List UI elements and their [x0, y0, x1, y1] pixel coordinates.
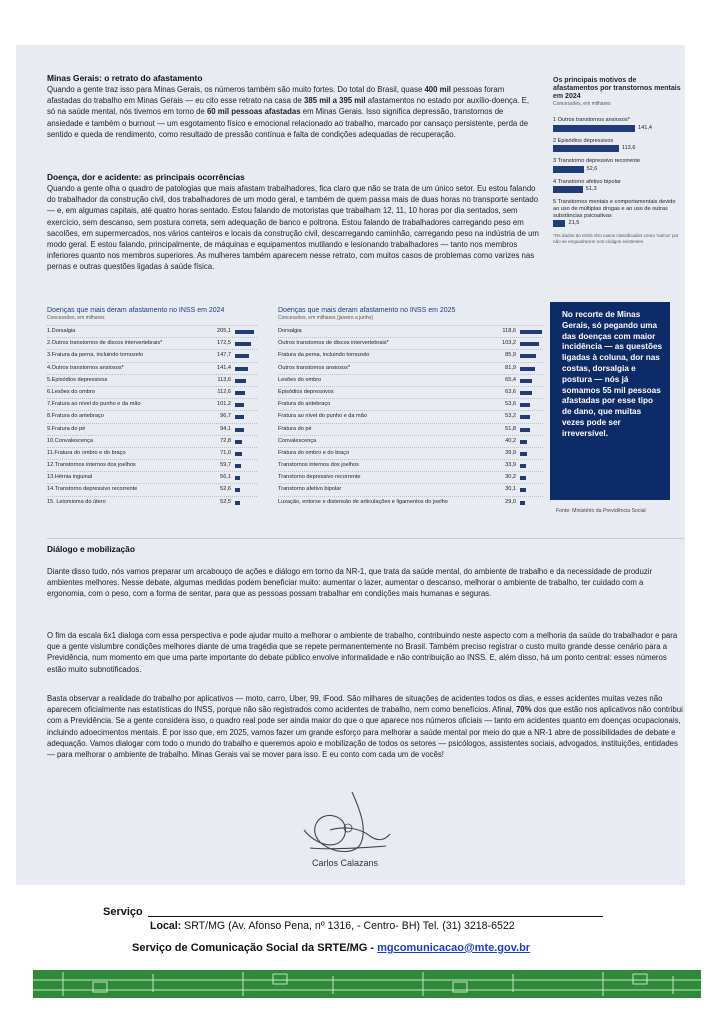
chart-item-label: 4 Transtorno afetivo bipolar — [553, 178, 621, 185]
table-row-bar — [520, 415, 530, 419]
section3-heading: Diálogo e mobilização — [47, 544, 135, 554]
section3-paragraph-3: Basta observar a realidade do trabalho por aplicativos — moto, carro, Uber, 99, iFood. São milhares de situações de acidentes todos os dias, e esses acidentes muitas vezes não aparecem oficialmente nas estatísticas do INSS, porque não são registrados como acidentes de trabalho, nem como benefícios. Afinal, 70% dos que estão nos aplicativos não contribui com a Previdência. Se a gente considera isso, o quadro real pode ser ainda maior do que o que aparece nos números oficiais — tanto em acidentes quanto em doenças ocupacionais, incluindo adoecimentos mentais. É por isso que, em 2025, vamos fazer um grande esforço para melhorar a saúde mental por meio do que a NR-1 abre de possibilidades de debate e adequação. Vamos dialogar com todo o mundo do trabalho e queremos apoio e mobilização de todos os setores — psicólogos, assistentes sociais, advogados, instituições, entidades — para melhorar o ambiente de trabalho. Minas Gerais vai se mover para isso. E eu conto com cada um de vocês! — [47, 694, 683, 760]
table-row-bar — [235, 464, 241, 468]
table-row-value: 39,9 — [505, 449, 516, 456]
table-row-label: Luxação, entorse e distensão de articulações e ligamentos do joelho — [278, 498, 448, 505]
table-row-value: 103,2 — [502, 340, 516, 347]
table-row — [47, 349, 257, 361]
table-row-label: 12.Transtornos internos dos joelhos — [47, 462, 136, 469]
chart-bar — [553, 220, 565, 227]
table-row — [278, 362, 543, 374]
table-row — [278, 447, 543, 459]
table-row-bar — [520, 440, 527, 444]
table-row-value: 63,6 — [505, 388, 516, 395]
section2-heading: Doença, dor e acidente: as principais ocorrências — [47, 172, 245, 182]
mental-health-chart-note: *Os dados do INSS têm casos classificados como 'outros' por não se enquadrarem nos códigos existentes — [553, 233, 679, 244]
table-row — [278, 398, 543, 410]
table-row-label: Fratura do ombro e do braço — [278, 449, 350, 456]
footer-scs-label: Serviço de Comunicação Social da SRTE/MG - — [132, 942, 375, 954]
table-row — [47, 471, 257, 483]
table-2025-subtitle: Concessões, em milhares (janeiro a junho) — [278, 315, 374, 321]
table-row — [278, 337, 543, 349]
table-2025-rows — [278, 325, 543, 508]
table-row-value: 81,9 — [505, 364, 516, 371]
handwritten-signature — [290, 790, 400, 860]
table-row-label: 8.Fratura do antebraço — [47, 413, 104, 420]
table-row-value: 40,2 — [505, 437, 516, 444]
table-row-value: 147,7 — [217, 352, 231, 359]
chart-bar — [553, 125, 635, 132]
table-row-label: 15. Leiomioma do útero — [47, 498, 106, 505]
table-row-label: Fratura do antebraço — [278, 401, 331, 408]
table-row-value: 33,9 — [505, 462, 516, 469]
chart-item-label: 3 Transtorno depressivo recorrente — [553, 158, 641, 165]
table-row — [47, 325, 257, 337]
chart-bar-track — [553, 186, 681, 193]
table-row-bar — [520, 428, 530, 432]
table-row-label: Transtornos internos dos joelhos — [278, 462, 359, 469]
chart-bar — [553, 186, 583, 193]
table-row-bar — [235, 330, 254, 334]
table-row-value: 141,4 — [217, 364, 231, 371]
table-row-value: 172,5 — [217, 340, 231, 347]
table-row-label: Fratura do pé — [278, 425, 312, 432]
table-row-label: 4.Outros transtornos ansiosos* — [47, 364, 124, 371]
mental-health-chart — [553, 77, 681, 244]
table-row-value: 53,6 — [505, 401, 516, 408]
table-row-bar — [520, 488, 526, 492]
chart-item — [553, 158, 681, 173]
chart-bar-value: 51,3 — [585, 186, 597, 193]
chart-item-label: 1 Outros transtornos ansiosos* — [553, 117, 630, 123]
section3-paragraph-2: O fim da escala 6x1 dialoga com essa perspectiva e pode ajudar muito a melhorar o ambiente de trabalho, contribuindo neste aspecto com a melhoria da saúde do trabalhador e para que a gente vislumbre condições melhores diante de uma tragédia que se repete permanentemente no Brasil. Também preciso registrar o custo muito grande desse cenário para a Previdência, num momento em que uma parte importante do debate público envolve informalidade e não contribuição ao INSS. E, além disso, há um ponto central: esses números estão muito subnotificados. — [47, 631, 678, 674]
table-row — [47, 362, 257, 374]
table-row-label: Convalescença — [278, 437, 317, 444]
table-row-label: 10.Convalescença — [47, 437, 94, 444]
chart-bar-value: 141,4 — [638, 124, 652, 131]
table-row-value: 52,6 — [220, 486, 231, 493]
table-row-label: 1.Dorsalgia — [47, 328, 76, 334]
table-2024 — [47, 307, 257, 508]
section2-paragraph: Quando a gente olha o quadro de patologias que mais afastam trabalhadores, fica claro que não se trata de um único setor. Eu estou falando do trabalhador da construção civil, dos trabalhadores de um modo geral, e também de quem passa mais de duas horas no transporte sentado — e, em algumas capitais, até quatro horas sentado. Estou falando de motoristas que trabalham 12, 11, 10 horas por dia sentados, sem exercício, sem descanso, sem postura correta, sem adequação de banco e poltrona. Estou falando de trabalhadores carregando peso em sacolões, em supermercados, nos vários canteiros e locais da construção civil, descarregando caminhão, carregando peso na indústria de um modo geral. E estou falando, principalmente, de máquinas e equipamentos mutilando e lesionando trabalhadores — tanto nos membros inferiores quanto nos membros superiores. As mulheres também aparecem nesse retrato, com muitos casos de problemas como varizes nas pernas e outras questões ligadas à saúde física. — [47, 184, 539, 272]
table-row-value: 52,5 — [220, 498, 231, 505]
divider — [47, 538, 684, 539]
table-row-value: 112,6 — [217, 388, 231, 395]
table-row-bar — [520, 501, 525, 505]
table-row-bar — [520, 391, 532, 395]
mental-health-chart-items — [553, 117, 681, 227]
table-row — [278, 386, 543, 398]
table-row-label: 11.Fratura do ombro e do braço — [47, 449, 126, 456]
table-row-label: Dorsalgia — [278, 328, 302, 334]
mental-health-chart-subtitle: Concessões, em milhares — [553, 101, 611, 107]
table-row — [47, 374, 257, 386]
table-row-label: 14.Transtorno depressivo recorrente — [47, 486, 138, 493]
source-note: Fonte: Ministério da Previdência Social — [556, 508, 646, 514]
table-row — [47, 483, 257, 495]
table-row-bar — [235, 391, 245, 395]
table-row-bar — [235, 415, 244, 419]
chart-item — [553, 199, 681, 227]
table-row-bar — [520, 476, 526, 480]
table-row-bar — [520, 354, 536, 358]
table-row — [47, 410, 257, 422]
chart-item — [553, 138, 681, 153]
table-row-value: 65,4 — [505, 376, 516, 383]
table-2024-title: Doenças que mais deram afastamento no INSS em 2024 — [47, 307, 225, 314]
signature-name: Carlos Calazans — [312, 858, 379, 868]
table-row — [278, 349, 543, 361]
table-row-value: 113,6 — [217, 376, 231, 383]
footer-underline — [148, 916, 603, 917]
table-row — [278, 374, 543, 386]
table-row — [278, 496, 543, 508]
table-row — [47, 337, 257, 349]
chart-bar-track — [553, 125, 681, 132]
table-row-bar — [520, 342, 539, 346]
table-row — [278, 410, 543, 422]
chart-item — [553, 179, 681, 194]
table-row-bar — [235, 452, 242, 456]
table-row — [47, 398, 257, 410]
footer-local-label: Local: — [150, 920, 182, 932]
chart-bar-track — [553, 145, 681, 152]
chart-bar-value: 113,6 — [621, 145, 636, 152]
table-row-bar — [235, 501, 240, 505]
table-row — [47, 386, 257, 398]
table-row-value: 29,0 — [505, 498, 516, 505]
table-row-label: Transtorno afetivo bipolar — [278, 486, 342, 493]
footer-local-text: SRT/MG (Av. Afonso Pena, nº 1316, - Centro- BH) Tel. (31) 3218-6522 — [184, 920, 515, 932]
table-row-value: 96,7 — [220, 413, 231, 420]
footer-contact — [132, 942, 530, 954]
table-row — [278, 423, 543, 435]
table-row-bar — [235, 342, 251, 346]
table-row — [278, 471, 543, 483]
table-row-bar — [235, 440, 242, 444]
table-row-label: Lesões do ombro — [278, 376, 322, 383]
table-2024-rows — [47, 325, 257, 508]
chart-bar-track — [553, 220, 681, 227]
chart-item-label: 5 Transtornos mentais e comportamentais devido ao uso de múltiplas drogas e ao uso de outras substâncias psicoativas — [553, 199, 676, 219]
mental-health-chart-title: Os principais motivos de afastamentos por transtornos mentais em 2024 — [553, 77, 681, 100]
table-2025 — [278, 307, 543, 508]
highlight-callout: No recorte de Minas Gerais, só pegando uma das doenças com maior incidência — as questões ligadas à coluna, dor nas costas, dorsalgia e postura — nós já somamos 55 mil pessoas afastadas por esse tipo de dano, que muitas vezes pode ser irreversível. — [550, 302, 670, 500]
chart-bar — [553, 166, 584, 173]
table-row-bar — [235, 488, 240, 492]
table-row-bar — [235, 428, 244, 432]
table-row-bar — [520, 379, 532, 383]
table-row-bar — [520, 464, 526, 468]
table-row-value: 51,8 — [505, 425, 516, 432]
chart-bar-value: 52,6 — [586, 165, 598, 172]
table-row — [47, 459, 257, 471]
table-row-value: 30,2 — [505, 474, 516, 481]
table-row-label: 6.Lesões do ombro — [47, 388, 95, 395]
chart-item-label: 2 Episódios depressivos — [553, 137, 614, 144]
table-row-label: Outros transtornos ansiosos* — [278, 364, 351, 371]
footer-email-link[interactable]: mgcomunicacao@mte.gov.br — [377, 942, 531, 954]
table-row — [47, 435, 257, 447]
chart-bar — [553, 145, 619, 152]
table-row — [47, 423, 257, 435]
table-row-value: 53,2 — [505, 413, 516, 420]
chart-bar-value: 21,5 — [568, 220, 580, 227]
table-row-label: Outros transtornos de discos intervertebrais* — [278, 340, 389, 347]
table-2024-subtitle: Concessões, em milhares — [47, 315, 105, 321]
footer-decorative-bar — [33, 970, 701, 998]
table-row-label: 2.Outros transtornos de discos intervertebrais* — [47, 340, 163, 347]
table-row-label: 3.Fratura da perna, incluindo tornozelo — [47, 352, 144, 359]
table-row — [278, 459, 543, 471]
table-row-value: 101,2 — [217, 401, 231, 408]
table-row-bar — [520, 367, 535, 371]
table-row-value: 85,9 — [505, 352, 516, 359]
table-row-value: 205,1 — [217, 328, 231, 334]
table-row-value: 71,0 — [220, 449, 231, 456]
table-row-label: Fratura ao nível do punho e da mão — [278, 413, 367, 420]
table-row-label: Transtorno depressivo recorrente — [278, 474, 361, 481]
table-row — [278, 435, 543, 447]
table-row-value: 72,8 — [220, 437, 231, 444]
section3-paragraph-1: Diante disso tudo, nós vamos preparar um arcabouço de ações e diálogo em torno da NR-1, que trata da saúde mental, do ambiente de trabalho e da necessidade de produzir ambientes melhores. Nesse debate, algumas medidas podem beneficiar muito: aumentar o lazer, aumentar o descanso, melhorar o ambiente de trabalho, ter cuidado com a ergonomia, com o peso, com a forma de sentar, para que as pessoas possam trabalhar em condições mais humanas e seguras. — [47, 567, 653, 599]
table-row-label: 13.Hérnia inguinal — [47, 474, 93, 481]
table-row-value: 56,1 — [220, 474, 231, 481]
table-row-bar — [520, 452, 527, 456]
table-row — [47, 496, 257, 508]
table-row-label: 5.Episódios depressivos — [47, 376, 108, 383]
table-row-value: 30,1 — [505, 486, 516, 493]
footer-servico: Serviço — [103, 906, 143, 918]
table-row-bar — [520, 330, 542, 334]
table-row-bar — [235, 354, 249, 358]
table-row-value: 59,7 — [220, 462, 231, 469]
table-row-value: 94,1 — [220, 425, 231, 432]
table-row-bar — [520, 403, 530, 407]
table-row-bar — [235, 367, 248, 371]
table-row-label: Episódios depressivos — [278, 388, 334, 395]
table-row-bar — [235, 476, 240, 480]
table-row-label: 9.Fratura do pé — [47, 425, 86, 432]
table-row — [278, 483, 543, 495]
footer-local — [150, 920, 515, 932]
table-row-bar — [235, 379, 246, 383]
table-row — [47, 447, 257, 459]
chart-item — [553, 117, 681, 132]
chart-bar-track — [553, 166, 681, 173]
table-2025-title: Doenças que mais deram afastamento no INSS em 2025 — [278, 307, 456, 314]
table-row-bar — [235, 403, 244, 407]
table-row-label: Fratura da perna, incluindo tornozelo — [278, 352, 370, 359]
table-row-value: 118,6 — [502, 328, 516, 334]
section1-heading: Minas Gerais: o retrato do afastamento — [47, 73, 203, 83]
table-row — [278, 325, 543, 337]
section1-paragraph: Quando a gente traz isso para Minas Gerais, os números também são muito fortes. Do total do Brasil, quase 400 mil pessoas foram afastadas do trabalho em Minas Gerais — eu cito esse retrato na casa de 385 mil a 395 mil afastamentos no estado por auxílio-doença. E, só na saúde mental, nós tivemos em torno de 60 mil pessoas afastadas em Minas Gerais. Isso significa depressão, transtornos de ansiedade e também o burnout — um esgotamento físico e emocional relacionado ao trabalho, marcado por cansaço persistente, perda de sentido e queda de rendimento, como resultado de pressão contínua e falta de condições adequadas de recuperação. — [47, 85, 529, 139]
table-row-label: 7.Fratura ao nível do punho e da mão — [47, 401, 141, 408]
